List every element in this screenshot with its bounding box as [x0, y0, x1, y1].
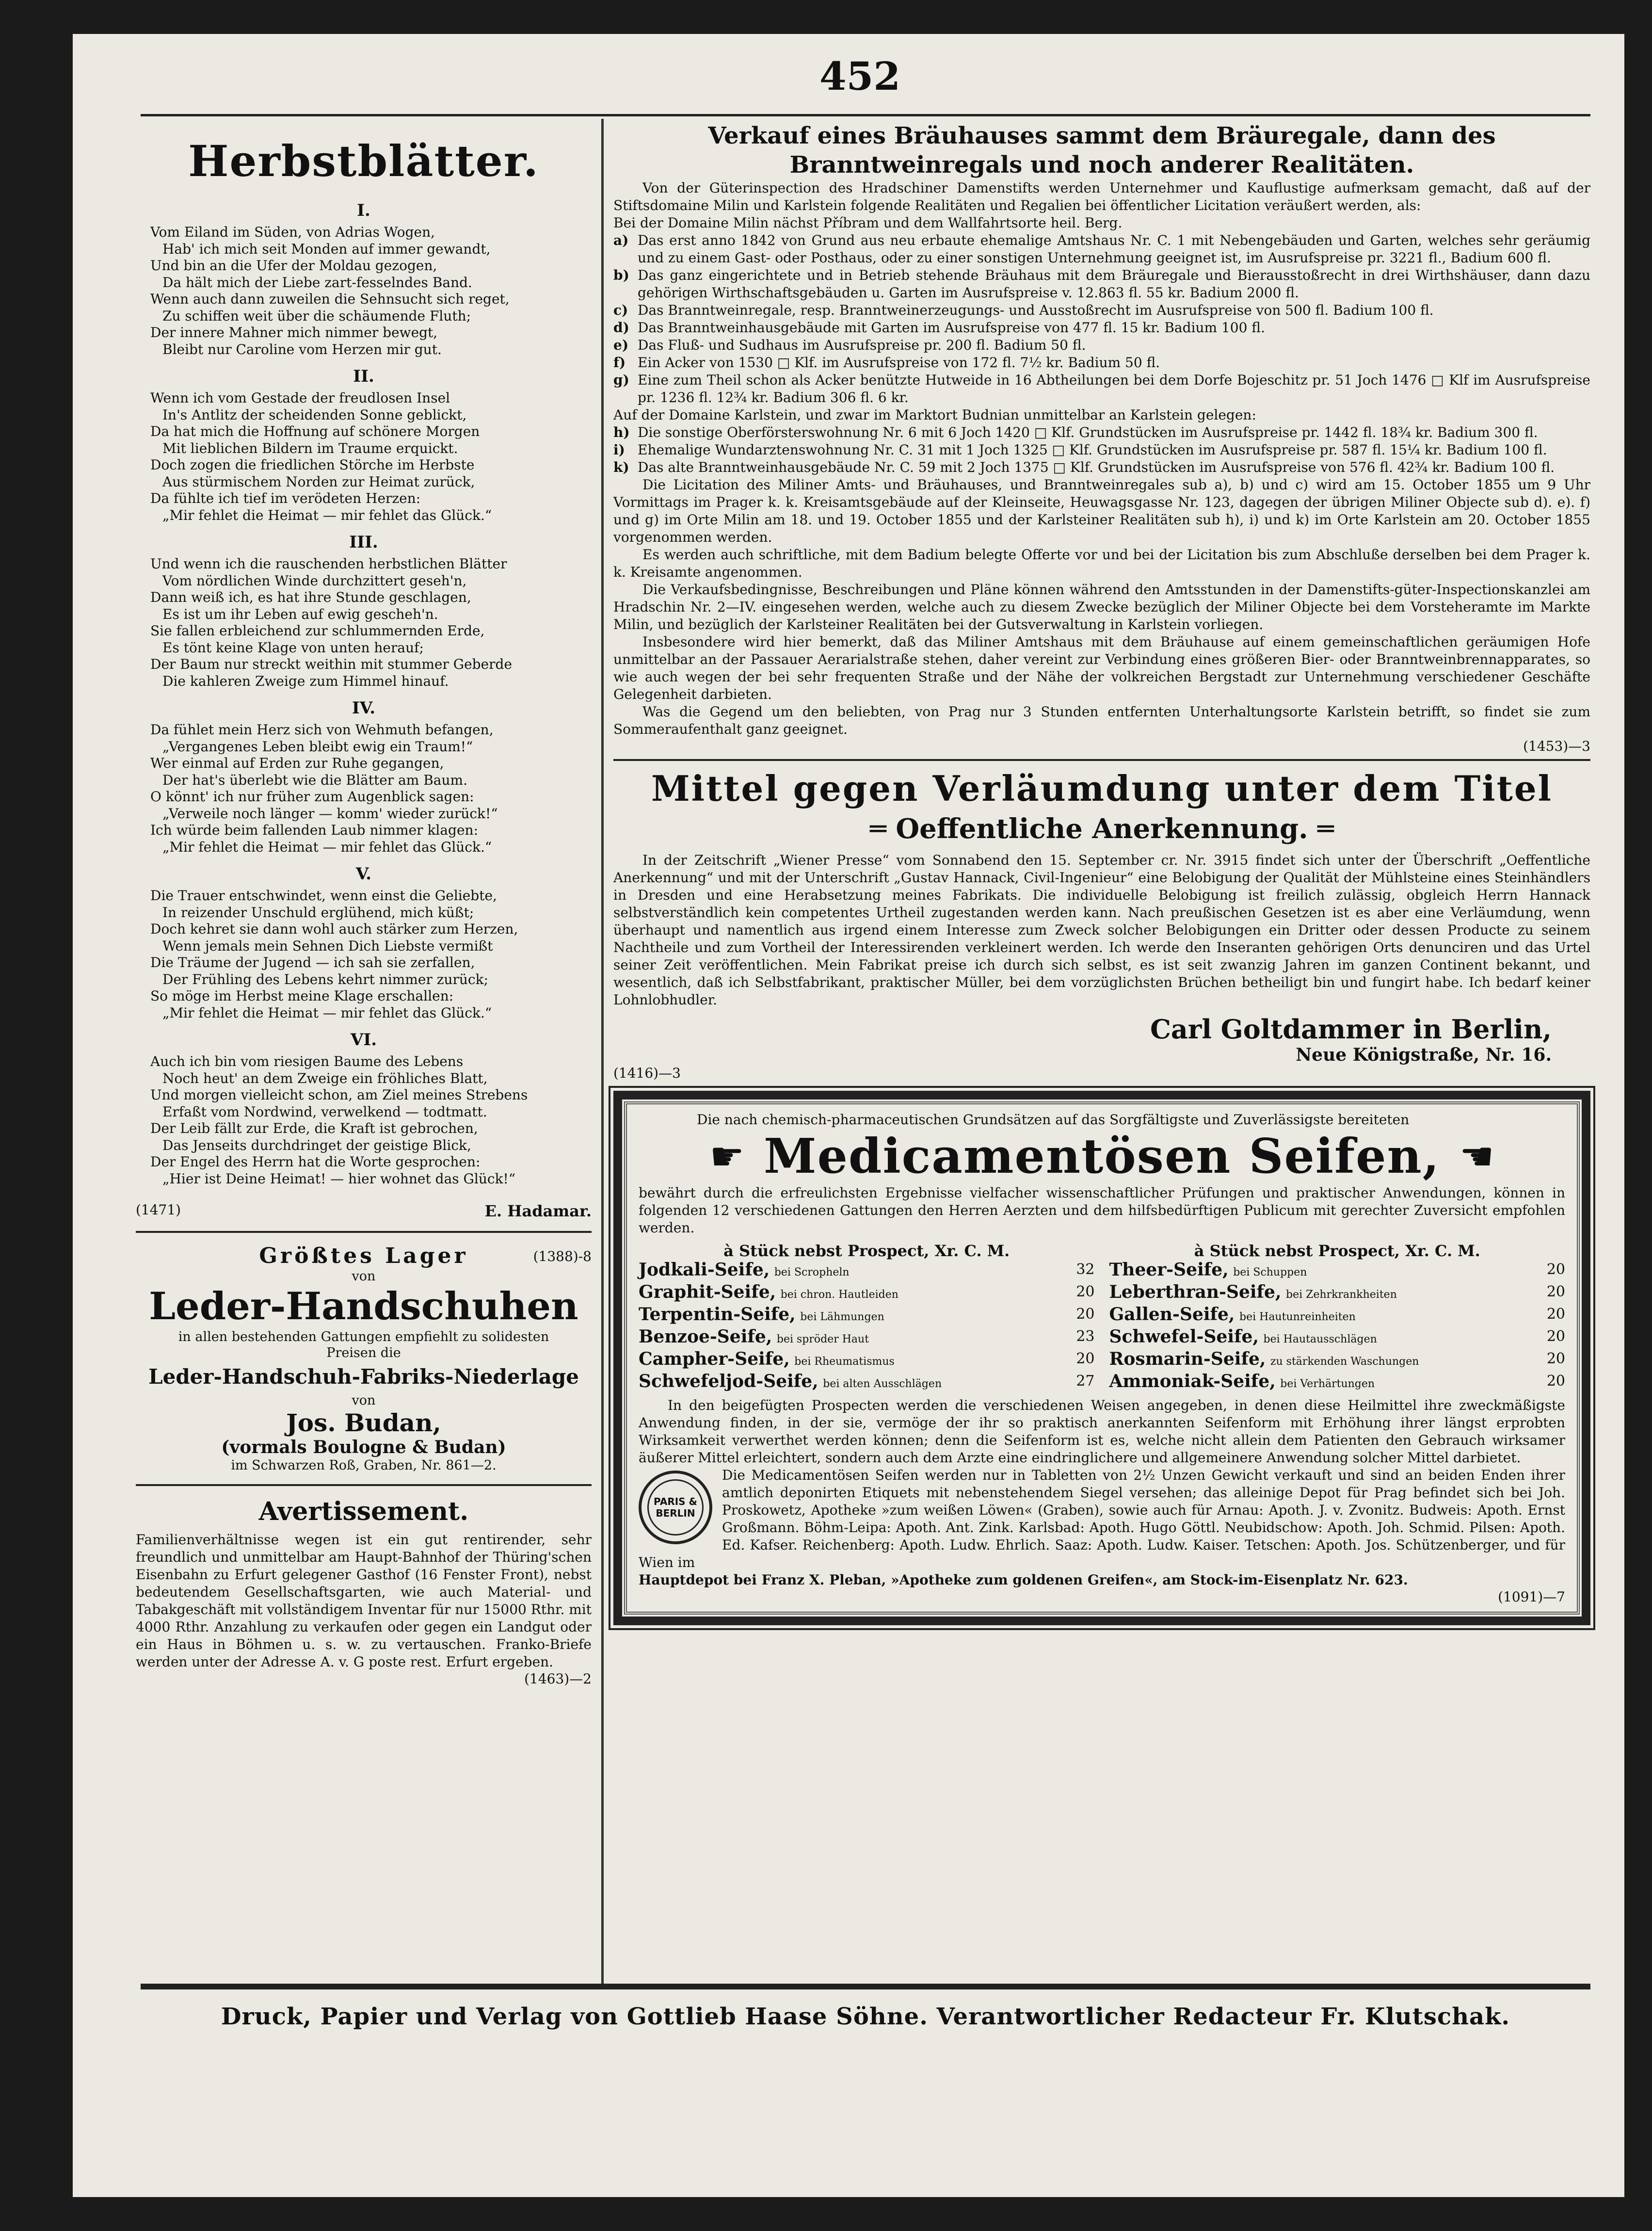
sale-items-karlstein: [613, 424, 1590, 476]
gloves-title: Leder-Handschuhen: [149, 1284, 578, 1328]
sale-item-key: k): [613, 459, 629, 475]
gloves-line1: in allen bestehenden Gattungen empfiehlt zu solidesten: [178, 1329, 549, 1344]
stanza: [150, 390, 592, 524]
soap-use: bei Schuppen: [1233, 1266, 1307, 1278]
soap-price: 20: [1076, 1350, 1095, 1367]
soap-row: [1109, 1327, 1566, 1349]
soap-use: bei Lähmungen: [800, 1311, 884, 1323]
slander-address: Neue Königstraße, Nr. 16.: [1296, 1045, 1552, 1065]
sale-item: [613, 267, 1590, 302]
gloves-heading: Größtes Lager: [259, 1244, 468, 1268]
bottom-rule: [141, 1984, 1590, 1989]
stanza: [150, 888, 592, 1021]
soap-heading: [639, 1129, 1565, 1184]
stanza: [150, 224, 592, 358]
soap-row: [1109, 1372, 1566, 1394]
sale-sub2: Auf der Domaine Karlstein, und zwar im Marktort Budnian unmittelbar an Karlstein gelegen:: [613, 407, 1256, 423]
soap-price: 20: [1546, 1328, 1565, 1345]
sale-item-text: Ein Acker von 1530 □ Klf. im Ausrufspreise von 172 fl. 7½ kr. Badium 50 fl.: [638, 355, 1160, 371]
gloves-von: von: [352, 1269, 376, 1284]
poem-line: „Mir fehlet die Heimat — mir fehlet das Glück.“: [162, 839, 492, 855]
sale-item-text: Das erst anno 1842 von Grund aus neu erbaute ehemalige Amtshaus Nr. C. 1 mit Nebengebäuden und Garten, welches sehr geräumig und zu einem Gast- oder Posthaus, oder zu einer sonstigen Unternehmung geeignet ist, im Ausrufspreise pr. 3221 fl., Badium 600 fl.: [638, 232, 1590, 266]
poem-line: Da fühlet mein Herz sich von Wehmuth befangen,: [150, 722, 494, 738]
poem-line: Der innere Mahner mich nimmer bewegt,: [150, 324, 438, 340]
soap-use: bei Zehrkrankheiten: [1286, 1289, 1397, 1301]
soap-price: 32: [1076, 1261, 1095, 1278]
slander-ad: [613, 768, 1590, 1081]
poem-line: „Mir fehlet die Heimat — mir fehlet das Glück.“: [162, 1004, 492, 1021]
soap-name: Benzoe-Seife,: [639, 1326, 772, 1347]
pointing-hand-left-icon: ☚: [1459, 1134, 1494, 1179]
poem-line: Der Leib fällt zur Erde, die Kraft ist gebrochen,: [150, 1120, 478, 1136]
slander-subtitle: Oeffentliche Anerkennung.: [896, 813, 1308, 845]
soap-price: 23: [1076, 1328, 1095, 1345]
soap-row: [639, 1372, 1095, 1394]
poem-line: Auch ich bin vom riesigen Baume des Lebens: [150, 1053, 464, 1069]
poem-ref: (1471): [136, 1202, 181, 1218]
poem-line: Das Jenseits durchdringet der geistige Blick,: [162, 1137, 471, 1153]
sale-ref: (1453)—3: [1523, 738, 1590, 754]
poem-title: Herbstblätter.: [188, 136, 539, 186]
gloves-address: im Schwarzen Roß, Graben, Nr. 861—2.: [231, 1458, 497, 1473]
soap-price: 20: [1546, 1350, 1565, 1367]
gloves-firm: Leder-Handschuh-Fabriks-Niederlage: [148, 1365, 579, 1389]
poem-line: Da hält mich der Liebe zart-fesselndes Band.: [162, 274, 472, 291]
poem-line: Vom nördlichen Winde durchzittert geseh'n,: [162, 572, 467, 589]
soap-use: zu stärkenden Waschungen: [1270, 1356, 1419, 1368]
divider: [136, 1231, 592, 1233]
sale-item-text: Das ganz eingerichtete und in Betrieb stehende Bräuhaus mit dem Bräuregale und Bierausstoßrecht in drei Wirthshäuser, dann dazu gehörigen Wirthschaftsgebäuden u. Garten im Ausrufspreise v. 12.863 fl. 55 kr. Badium 2000 fl.: [638, 267, 1590, 301]
poem-line: Hab' ich mich seit Monden auf immer gewandt,: [162, 241, 491, 257]
stanza-numeral: II.: [353, 367, 374, 386]
stanza: [150, 556, 592, 690]
soap-ref: (1091)—7: [1498, 1589, 1565, 1605]
soap-row: [1109, 1260, 1566, 1282]
poem-line: Es ist um ihr Leben auf ewig gescheh'n.: [162, 606, 438, 622]
slander-text: In der Zeitschrift „Wiener Presse“ vom Sonnabend den 15. September cr. Nr. 3915 findet sich unter der Überschrift „Oeffentliche Anerkennung“ und mit der Unterschrift „Gustav Hannack, Civil-Ingenieur“ eine Belobigung der Qualität der Mühlsteine eines Steinhändlers in Dresden und eine Herabsetzung meines Fabrikats. Die individuelle Belobigung ist freilich zulässig, obgleich Herrn Hannack selbstverständlich kein competentes Urtheil zugestanden werden kann. Nach preußischen Gesetzen ist es aber eine Verläumdung, wenn überhaupt und namentlich aus irgend einem Interesse zum Zweck solcher Belobigungen ein Dritter oder dessen Producte zu seinem Nachtheile und zum Vortheil der Interessirenden verkleinert werden. Ich werde den Inseranten gehörigen Orts denunciren und das Urtel seiner Zeit veröffentlichen. Mein Fabrikat preise ich durch sich selbst, es ist seit zwanzig Jahren im ganzen Continent bekannt, und wesentlich, daß ich Selbstfabrikant, praktischer Müller, bei dem vorzüglichsten Brüchen betheiligt bin und fungirt habe. Ich bedarf keiner Lohnlobhudler.: [613, 852, 1590, 1008]
poem-line: Die Trauer entschwindet, wenn einst die Geliebte,: [150, 888, 497, 904]
sale-p3: Die Verkaufsbedingnisse, Beschreibungen und Pläne können während den Amtsstunden in der Damenstifts-güter-Inspectionskanzlei am Hradschin Nr. 2—IV. eingesehen werden, welche auch zu diesem Zwecke bezüglich der Miliner Objecte bei dem Vorsteheramte im Markte Milin, und bezüglich der Karlsteiner Realitäten bei der Gutsverwaltung in Karlstein vorliegen.: [613, 582, 1590, 632]
sale-item: [613, 424, 1590, 441]
sale-p1: Die Licitation des Miliner Amts- und Bräuhauses, und Branntweinregales sub a), b) und c) wird am 15. October 1855 um 9 Uhr Vormittags im Prager k. k. Kreisamtsgebäude auf der Kleinseite, Heuwagsgasse Nr. 123, dagegen der übrigen Miliner Objecte sub d). e). f) und g) im Orte Milin am 18. und 19. October 1855 und der Karlsteiner Realitäten sub h), i) und k) im Orte Karlstein am 20. October 1855 vorgenommen werden.: [613, 477, 1590, 545]
soap-use: bei chron. Hautleiden: [780, 1289, 898, 1301]
gloves-owner: Jos. Budan,: [286, 1408, 441, 1437]
poem-author: E. Hadamar.: [484, 1202, 592, 1220]
left-column: [136, 126, 592, 1687]
poem-line: „Verweile noch länger — komm' wieder zurück!“: [162, 805, 498, 822]
poem-line: Noch heut' an dem Zweige ein fröhliches Blatt,: [162, 1070, 488, 1086]
poem-line: Wenn jemals mein Sehnen Dich Liebste vermißt: [162, 938, 493, 954]
poem-line: „Hier ist Deine Heimat! — hier wohnet das Glück!“: [162, 1170, 516, 1187]
soap-text3: Die Medicamentösen Seifen werden nur in Tabletten von 2½ Unzen Gewicht verkauft und sind an beiden Enden ihrer amtlich deponirten Etiquets mit nebenstehendem Siegel versehen; das alleinige Depot für Prag befindet sich bei Joh. Proskowetz, Apotheke »zum weißen Löwen« (Graben), sowie auch für Arnau: Apoth. J. v. Zvonitz. Budweis: Apoth. Ernst Großmann. Böhm-Leipa: Apoth. Ant. Zink. Karlsbad: Apoth. Hugo Göttl. Neubidschow: Apoth. Joh. Schmid. Pilsen: Apoth. Ed. Kafser. Reichenberg: Apoth. Ludw. Ehrlich. Saaz: Apoth. Ludw. Kaiser. Tetschen: Apoth. Jos. Schützenberger, und für Wien im: [639, 1467, 1565, 1570]
sale-item-text: Eine zum Theil schon als Acker benützte Hutweide in 16 Abtheilungen bei dem Dorfe Bojeschitz pr. 51 Joch 1476 □ Klf im Ausrufspreise pr. 1236 fl. 12¾ kr. Badium 306 fl. 6 kr.: [638, 372, 1590, 405]
sale-item: [613, 232, 1590, 267]
divider: [613, 759, 1590, 761]
poem-line: O könnt' ich nur früher zum Augenblick sagen:: [150, 789, 474, 805]
poem-line: Bleibt nur Caroline vom Herzen mir gut.: [162, 341, 442, 357]
sale-headline: Verkauf eines Bräuhauses sammt dem Bräuregale, dann des Branntweinregals und noch anderer Realitäten.: [708, 122, 1496, 178]
poem-line: Der Frühling des Lebens kehrt nimmer zurück;: [162, 971, 489, 987]
poem-line: Wenn ich vom Gestade der freudlosen Insel: [150, 390, 450, 406]
poem-line: In reizender Unschuld erglühend, mich küßt;: [162, 904, 474, 921]
avertissement-text: Familienverhältnisse wegen ist ein gut rentirender, sehr freundlich und unmittelbar am Haupt-Bahnhof der Thüring'schen Eisenbahn zu Erfurt gelegener Gasthof (16 Fenster Front), nebst bedeutendem Gesellschaftsgarten, wie auch Material- und Tabakgeschäft mit vollständigem Inventar für nur 15000 Rthr. mit 4000 Rthr. Anzahlung zu verkaufen oder gegen ein Landgut oder ein Haus in Böhmen u. s. w. zu vertauschen. Franko-Briefe werden unter der Adresse A. v. G poste rest. Erfurt ergeben.: [136, 1532, 592, 1670]
seal-text: PARIS & BERLIN: [654, 1496, 697, 1519]
soap-name: Leberthran-Seife,: [1109, 1282, 1282, 1302]
stanza-numeral: VI.: [350, 1030, 377, 1050]
soap-row: [639, 1305, 1095, 1327]
sale-item: [613, 319, 1590, 337]
sale-item-key: e): [613, 337, 629, 353]
soap-col-header: à Stück nebst Prospect, Xr. C. M.: [1194, 1242, 1480, 1260]
soap-name: Schwefeljod-Seife,: [639, 1371, 818, 1391]
slander-subtitle-row: [613, 813, 1590, 845]
poem-stanzas: [136, 201, 592, 1187]
soap-intro: Die nach chemisch-pharmaceutischen Grundsätzen auf das Sorgfältigste und Zuverlässigste bereiteten: [697, 1112, 1410, 1128]
soap-row: [639, 1327, 1095, 1349]
poem-line: Vom Eiland im Süden, von Adrias Wogen,: [150, 224, 435, 240]
poem-line: Die Träume der Jugend — ich sah sie zerfallen,: [150, 954, 475, 970]
soap-price: 20: [1546, 1306, 1565, 1323]
soap-name: Schwefel-Seife,: [1109, 1326, 1259, 1347]
poem-line: Wenn auch dann zuweilen die Sehnsucht sich reget,: [150, 291, 510, 307]
poem-line: Zu schiffen weit über die schäumende Fluth;: [162, 307, 471, 324]
soap-name: Terpentin-Seife,: [639, 1304, 796, 1325]
sale-intro: Von der Güterinspection des Hradschiner Damenstifts werden Unternehmer und Kauflustige aufmerksam gemacht, daß auf der Stiftsdomaine Milin und Karlstein folgende Realitäten und Regalien bei öffentlicher Licitation veräußert werden, als:: [613, 180, 1590, 213]
slander-signature: Carl Goltdammer in Berlin,: [1150, 1014, 1552, 1045]
sale-p2: Es werden auch schriftliche, mit dem Badium belegte Offerte vor und bei der Licitation bis zum Abschluße derselben bei dem Prager k. k. Kreisamte angenommen.: [613, 547, 1590, 580]
top-rule: [141, 114, 1590, 116]
gloves-line2: Preisen die: [326, 1345, 401, 1360]
slander-title: Mittel gegen Verläumdung unter dem Titel: [651, 768, 1553, 809]
poem-line: Sie fallen erbleichend zur schlummernden Erde,: [150, 623, 485, 639]
poem-line: Doch kehret sie dann wohl auch stärker zum Herzen,: [150, 921, 518, 937]
soap-text2: In den beigefügten Prospecten werden die verschiedenen Weisen angegeben, in denen diese Heilmittel ihre zweckmäßigste Anwendung finden, in der sie, vermöge der ihr so praktisch anerkannten Seifenform mit Erhöhung ihrer längst erprobten Wirksamkeit verwerthet werden können; denn die Seifenform ist es, welche nicht allein dem Patienten den Gebrauch wirksamer äußerer Mittel erleichtert, sondern auch dem Arzte eine eindringlichere und allgemeinere Anwendung solcher Mittel darbietet.: [639, 1397, 1565, 1466]
soap-row: [1109, 1282, 1566, 1305]
avertissement-ref: (1463)—2: [524, 1671, 592, 1687]
poem-line: „Vergangenes Leben bleibt ewig ein Traum!“: [162, 738, 473, 755]
soap-ad-box: [613, 1091, 1590, 1625]
soap-name: Gallen-Seife,: [1109, 1304, 1235, 1325]
poem-line: Da hat mich die Hoffnung auf schönere Morgen: [150, 423, 480, 439]
sale-item-key: a): [613, 232, 629, 248]
soap-price: 20: [1546, 1373, 1565, 1390]
gloves-formerly: (vormals Boulogne & Budan): [221, 1437, 506, 1457]
soap-use: bei Rheumatismus: [794, 1356, 895, 1368]
sale-item: [613, 459, 1590, 476]
sale-item-text: Das Branntweinhausgebäude mit Garten im Ausrufspreise von 477 fl. 15 kr. Badium 100 fl.: [638, 320, 1265, 336]
equals-ornament: ═: [870, 813, 886, 845]
stanza-numeral: V.: [355, 864, 372, 884]
stanza-numeral: III.: [349, 533, 378, 552]
poem-line: Dann weiß ich, es hat ihre Stunde geschlagen,: [150, 589, 471, 605]
sale-item: [613, 441, 1590, 459]
poem-line: Da fühlte ich tief im verödeten Herzen:: [150, 490, 421, 506]
soap-text1: bewährt durch die erfreulichsten Ergebnisse vielfacher wissenschaftlicher Prüfungen und praktischer Anwendungen, können in folgenden 12 verschiedenen Gattungen den Herren Aerzten und dem hilfsbedürftigen Publicum mit gerechter Zuversicht empfohlen werden.: [639, 1185, 1565, 1236]
sale-item-text: Das Fluß- und Sudhaus im Ausrufspreise pr. 200 fl. Badium 50 fl.: [638, 337, 1086, 353]
sale-item: [613, 372, 1590, 406]
soap-seal: [639, 1471, 712, 1544]
soap-use: bei spröder Haut: [776, 1333, 869, 1345]
soap-name: Graphit-Seife,: [639, 1282, 776, 1302]
sale-item-text: Das Branntweinregale, resp. Branntweinerzeugungs- und Ausstoßrecht im Ausrufspreise von 500 fl. Badium 100 fl.: [638, 302, 1434, 318]
stanza: [150, 722, 592, 856]
sale-items-milin: [613, 232, 1590, 406]
sale-sub1: Bei der Domaine Milin nächst Příbram und dem Wallfahrtsorte heil. Berg.: [613, 215, 1123, 231]
sale-item-key: d): [613, 320, 629, 336]
soap-row: [639, 1282, 1095, 1305]
imprint-footer: Druck, Papier und Verlag von Gottlieb Haase Söhne. Verantwortlicher Redacteur Fr. Klutschak.: [221, 2003, 1510, 2030]
poem-line: In's Antlitz der scheidenden Sonne geblickt,: [162, 406, 467, 423]
sale-item: [613, 354, 1590, 372]
sale-p5: Was die Gegend um den beliebten, von Prag nur 3 Stunden entfernten Unterhaltungsorte Karlstein betrifft, so findet sie zum Sommeraufenthalt ganz geeignet.: [613, 704, 1590, 737]
poem-line: Der Engel des Herrn hat die Worte gesprochen:: [150, 1154, 481, 1170]
sale-ad: [613, 121, 1590, 754]
poem-line: „Mir fehlet die Heimat — mir fehlet das Glück.“: [162, 507, 492, 523]
soap-use: bei alten Ausschlägen: [823, 1378, 942, 1390]
sale-item-text: Ehemalige Wundarztenswohnung Nr. C. 31 mit 1 Joch 1325 □ Klf. Grundstücken im Ausrufspreise pr. 587 fl. 15¼ kr. Badium 100 fl.: [638, 442, 1547, 458]
sale-item-key: h): [613, 424, 630, 440]
soap-col-header: à Stück nebst Prospect, Xr. C. M.: [723, 1242, 1010, 1260]
gloves-von2: von: [352, 1393, 376, 1408]
equals-ornament: ═: [1317, 813, 1334, 845]
right-column: [613, 121, 1590, 1625]
soap-price: 20: [1546, 1283, 1565, 1300]
avertissement-ad: [136, 1497, 592, 1687]
gloves-ref: (1388)-8: [533, 1248, 592, 1264]
soap-price: 20: [1076, 1283, 1095, 1300]
page-number: 452: [819, 53, 900, 99]
poem-line: Ich würde beim fallenden Laub nimmer klagen:: [150, 822, 479, 838]
soap-use: bei Scropheln: [774, 1266, 850, 1278]
stanza-numeral: IV.: [352, 698, 376, 718]
soap-row: [639, 1349, 1095, 1372]
poem-signature: [136, 1202, 592, 1220]
poem-line: Die kahleren Zweige zum Himmel hinauf.: [162, 673, 449, 689]
soap-use: bei Hautausschlägen: [1263, 1333, 1377, 1345]
soap-name: Campher-Seife,: [639, 1349, 790, 1369]
poem-line: Doch zogen die friedlichen Störche im Herbste: [150, 457, 475, 473]
poem-line: Es tönt keine Klage von unten herauf;: [162, 639, 424, 656]
soap-price: 20: [1546, 1261, 1565, 1278]
poem-line: Erfaßt vom Nordwind, verwelkend — todtmatt.: [162, 1103, 487, 1120]
soap-price: 20: [1076, 1306, 1095, 1323]
soap-text4: Hauptdepot bei Franz X. Pleban, »Apotheke zum goldenen Greifen«, am Stock-im-Eisenplatz Nr. 623.: [639, 1572, 1408, 1588]
soap-price-list: [639, 1242, 1565, 1394]
poem-line: So möge im Herbst meine Klage erschallen:: [150, 988, 454, 1004]
soap-title: Medicamentösen Seifen,: [764, 1129, 1440, 1184]
soap-name: Jodkali-Seife,: [639, 1260, 770, 1280]
poem-line: Und bin an die Ufer der Moldau gezogen,: [150, 258, 437, 274]
slander-ref: (1416)—3: [613, 1065, 681, 1081]
pointing-hand-right-icon: ☛: [709, 1134, 745, 1179]
soap-row: [1109, 1305, 1566, 1327]
soap-name: Ammoniak-Seife,: [1109, 1371, 1276, 1391]
newspaper-page: [73, 34, 1624, 2197]
poem-line: Aus stürmischem Norden zur Heimat zurück,: [162, 473, 475, 490]
sale-item-key: f): [613, 355, 626, 371]
poem-line: Mit lieblichen Bildern im Traume erquickt.: [162, 440, 458, 456]
soap-use: bei Verhärtungen: [1280, 1378, 1375, 1390]
column-rule: [601, 119, 604, 1986]
soap-list-left: [639, 1242, 1095, 1394]
sale-item-key: b): [613, 267, 629, 283]
soap-row: [1109, 1349, 1566, 1372]
poem-line: Und wenn ich die rauschenden herbstlichen Blätter: [150, 556, 507, 572]
sale-item-key: i): [613, 442, 625, 458]
soap-price: 27: [1076, 1373, 1095, 1390]
soap-list-right: [1109, 1242, 1566, 1394]
sale-item: [613, 302, 1590, 319]
stanza: [150, 1053, 592, 1187]
divider: [136, 1484, 592, 1486]
sale-item: [613, 337, 1590, 354]
poem-line: Der hat's überlebt wie die Blätter am Baum.: [162, 772, 467, 788]
poem-line: Wer einmal auf Erden zur Ruhe gegangen,: [150, 755, 444, 771]
poem-line: Und morgen vielleicht schon, am Ziel meines Strebens: [150, 1087, 528, 1103]
soap-name: Theer-Seife,: [1109, 1260, 1229, 1280]
soap-row: [639, 1260, 1095, 1282]
sale-item-text: Die sonstige Oberförsterswohnung Nr. 6 mit 6 Joch 1420 □ Klf. Grundstücken im Ausrufspreise pr. 1442 fl. 18¾ kr. Badium 300 fl.: [638, 424, 1538, 440]
soap-use: bei Hautunreinheiten: [1239, 1311, 1356, 1323]
stanza-numeral: I.: [357, 201, 370, 220]
sale-item-text: Das alte Branntweinhausgebäude Nr. C. 59 mit 2 Joch 1375 □ Klf. Grundstücken im Ausrufspreise von 576 fl. 42¾ kr. Badium 100 fl.: [638, 459, 1555, 475]
poem-line: Der Baum nur streckt weithin mit stummer Geberde: [150, 656, 513, 672]
soap-name: Rosmarin-Seife,: [1109, 1349, 1266, 1369]
avertissement-title: Avertissement.: [258, 1497, 469, 1526]
sale-p4: Insbesondere wird hier bemerkt, daß das Miliner Amtshaus mit dem Bräuhause auf einem gemeinschaftlichen geräumigen Hofe unmittelbar an der Passauer Aerarialstraße stehen, daher vereint zur Verbindung eines größeren Bier- oder Branntweinbrennapparates, so wie auch wegen der bei sehr frequenten Straße und der Nähe der volkreichen Bergstadt zur Unternehmung verschiedener Geschäfte Gelegenheit darbieten.: [613, 634, 1590, 702]
sale-item-key: g): [613, 372, 629, 388]
gloves-ad: [136, 1244, 592, 1473]
sale-item-key: c): [613, 302, 628, 318]
